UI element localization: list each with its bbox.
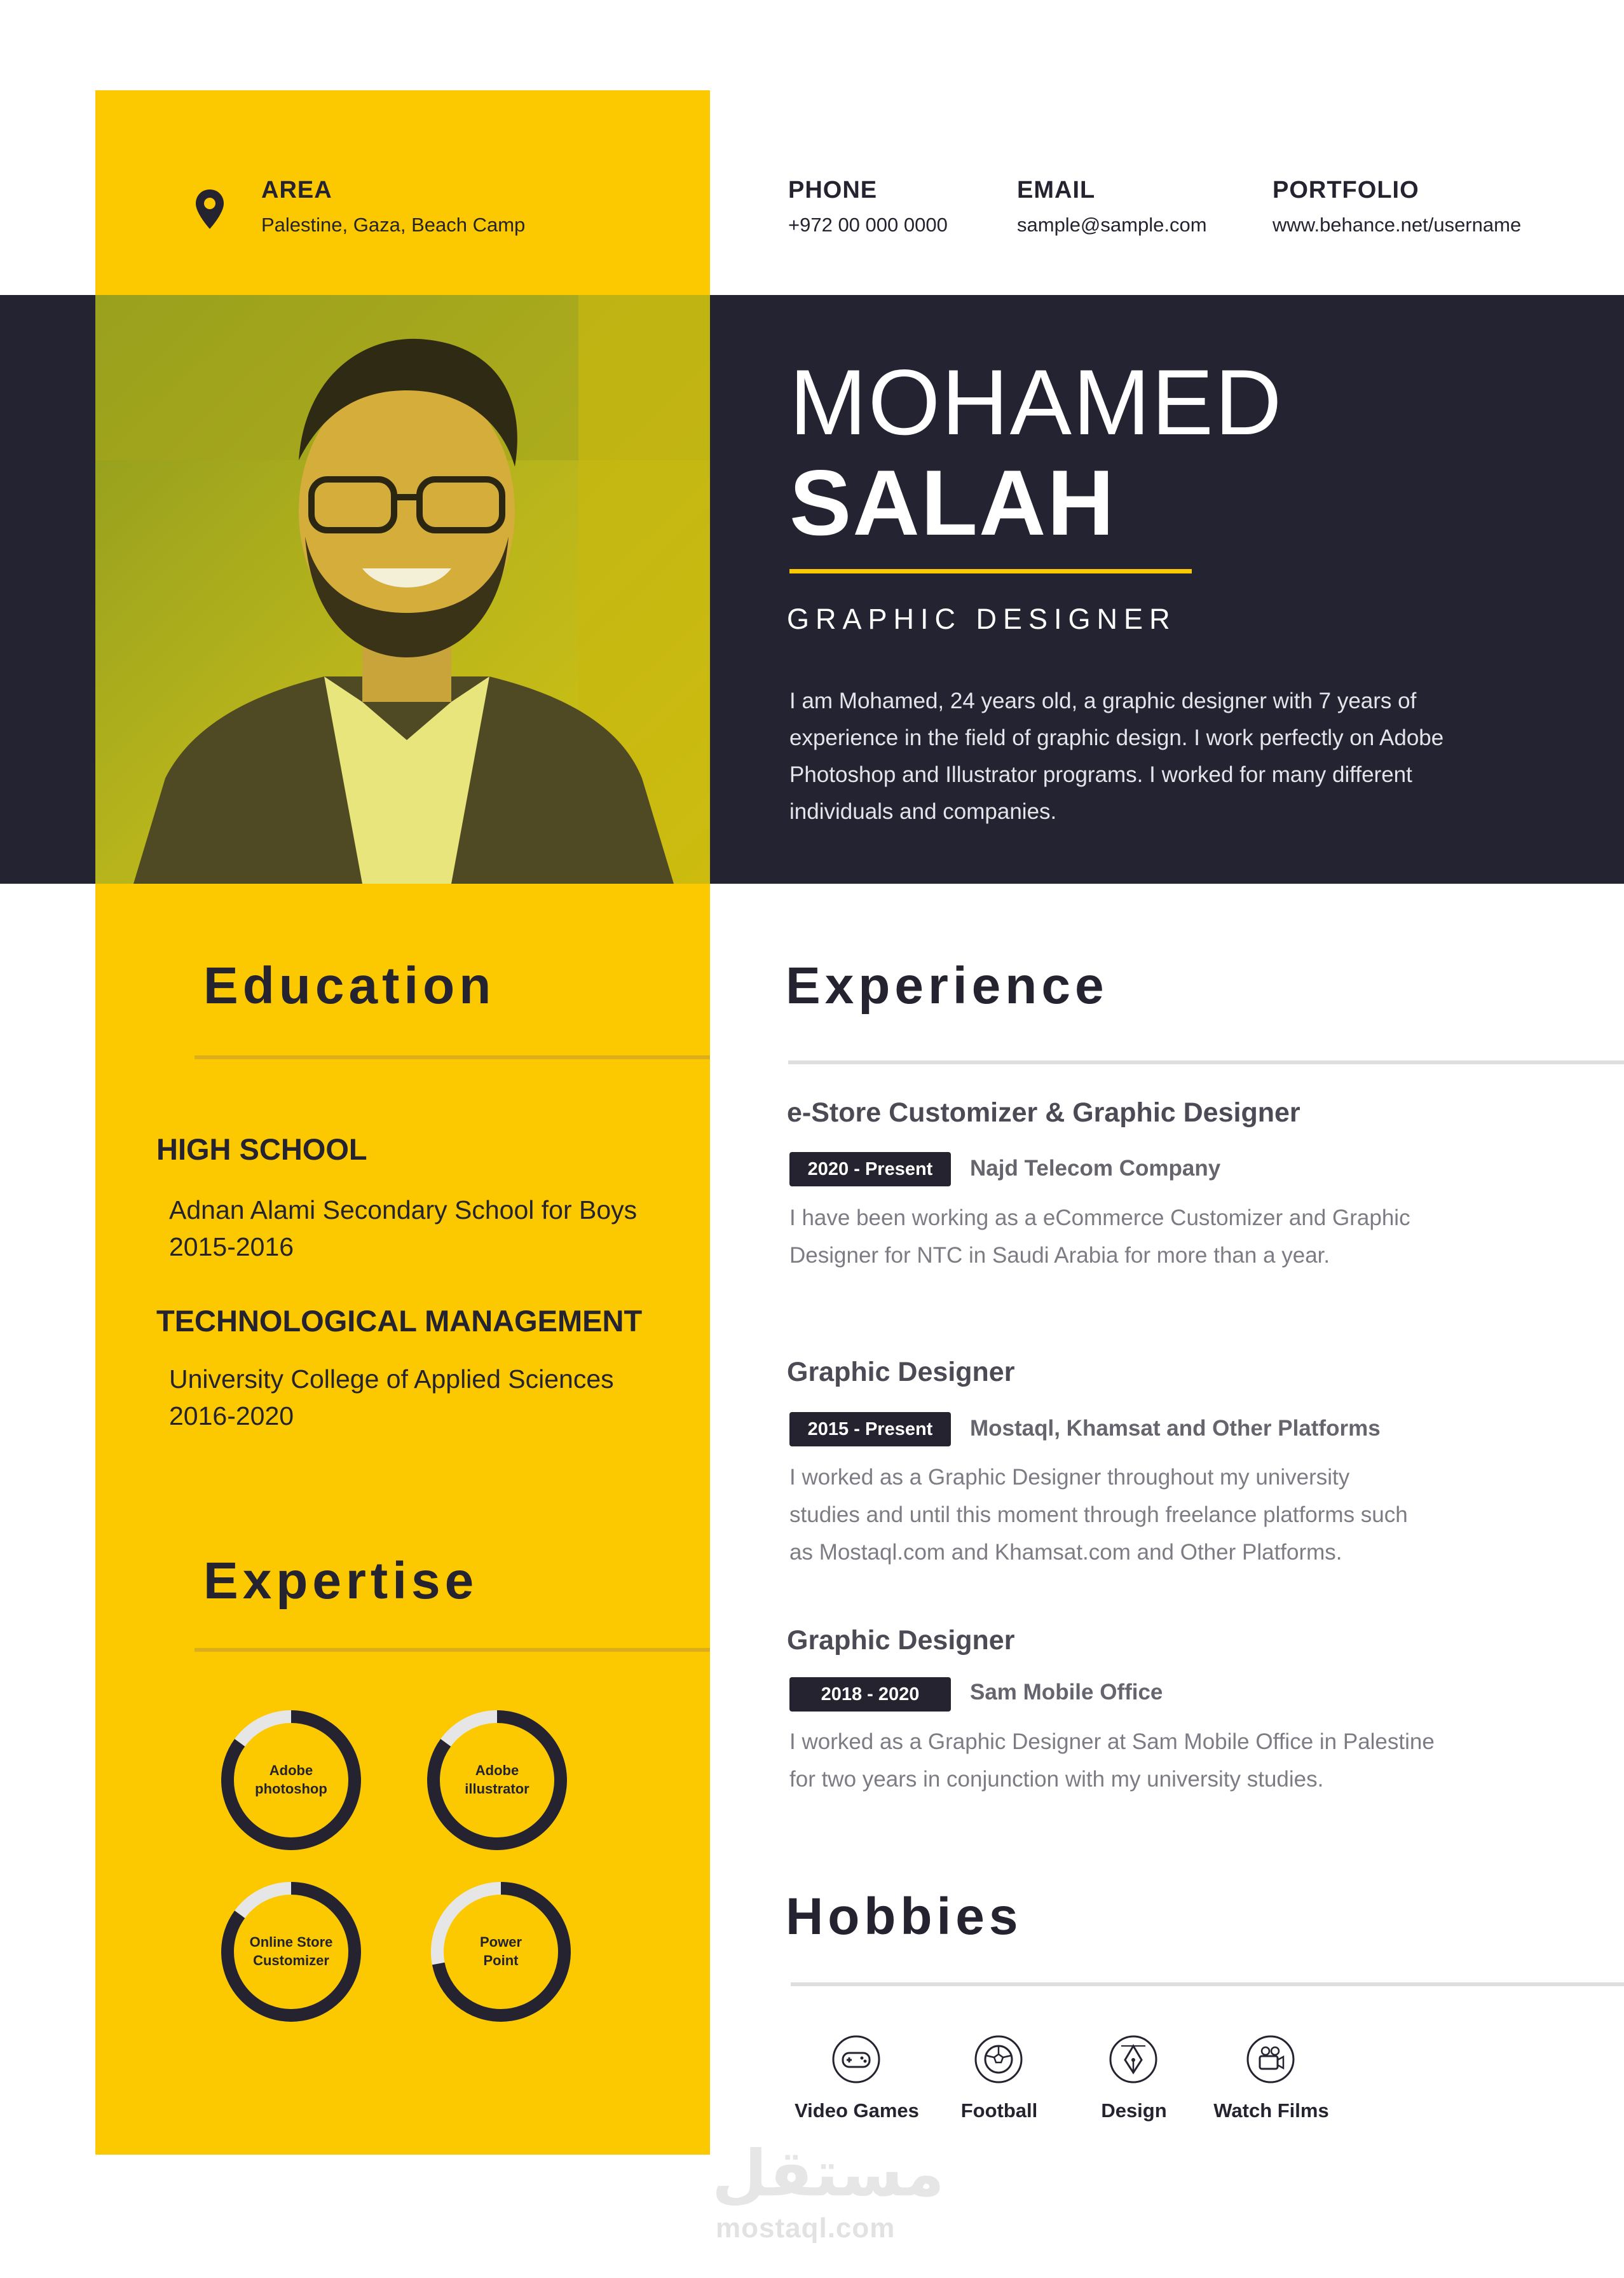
experience-description-line: as Mostaql.com and Khamsat.com and Other Platforms.	[789, 1540, 1342, 1565]
experience-description-line: I have been working as a eCommerce Customizer and Graphic	[789, 1205, 1410, 1230]
experience-period-badge: 2020 - Present	[789, 1152, 951, 1186]
job-title: GRAPHIC DESIGNER	[787, 603, 1177, 635]
about-line: I am Mohamed, 24 years old, a graphic designer with 7 years of	[789, 689, 1417, 713]
experience-item-title: Graphic Designer	[787, 1357, 1015, 1387]
education-item-school: University College of Applied Sciences	[169, 1364, 614, 1394]
portfolio-label: PORTFOLIO	[1273, 177, 1419, 203]
skill-label: Online Store	[249, 1934, 333, 1950]
skill-ring	[428, 1879, 573, 2028]
skill-ring	[219, 1879, 364, 2028]
camera-icon	[1246, 2034, 1295, 2087]
football-icon	[974, 2034, 1023, 2087]
experience-heading: Experience	[786, 957, 1109, 1015]
watermark-latin: mostaql.com	[716, 2213, 896, 2244]
watermark-arabic: مستقل	[712, 2136, 945, 2211]
experience-description-line: for two years in conjunction with my university studies.	[789, 1767, 1324, 1792]
phone-label: PHONE	[788, 177, 878, 203]
skill-label: photoshop	[255, 1781, 327, 1797]
first-name: MOHAMED	[789, 350, 1283, 454]
education-item-years: 2015-2016	[169, 1232, 294, 1261]
hobby-label: Watch Films	[1213, 2099, 1329, 2122]
about-line: experience in the field of graphic design. I work perfectly on Adobe	[789, 725, 1444, 750]
skill-label: Adobe	[269, 1762, 313, 1778]
education-item-title: HIGH SCHOOL	[156, 1132, 367, 1166]
expertise-rule	[194, 1648, 710, 1652]
education-rule	[194, 1055, 710, 1059]
skill-label: illustrator	[465, 1781, 529, 1797]
experience-description-line: I worked as a Graphic Designer at Sam Mobile Office in Palestine	[789, 1729, 1435, 1754]
email-value: sample@sample.com	[1017, 214, 1207, 236]
experience-rule	[788, 1060, 1624, 1064]
pen-nib-icon	[1109, 2034, 1158, 2087]
about-line: individuals and companies.	[789, 799, 1057, 824]
skill-label: Customizer	[253, 1952, 329, 1968]
hobby-label: Design	[1101, 2099, 1167, 2122]
experience-period-badge: 2015 - Present	[789, 1412, 951, 1446]
skill-label: Adobe	[475, 1762, 519, 1778]
experience-description-line: I worked as a Graphic Designer throughout my university	[789, 1465, 1350, 1490]
education-item-years: 2016-2020	[169, 1401, 294, 1431]
phone-value: +972 00 000 0000	[788, 214, 948, 236]
hobby-label: Football	[960, 2099, 1038, 2122]
profile-photo	[95, 295, 710, 884]
experience-company: Sam Mobile Office	[970, 1680, 1163, 1705]
education-item-school: Adnan Alami Secondary School for Boys	[169, 1195, 638, 1225]
experience-period-badge: 2018 - 2020	[789, 1677, 951, 1712]
hobby-label: Video Games	[795, 2099, 919, 2122]
email-label: EMAIL	[1017, 177, 1096, 203]
experience-company: Najd Telecom Company	[970, 1156, 1221, 1181]
expertise-heading: Expertise	[203, 1552, 479, 1610]
gamepad-icon	[831, 2034, 881, 2087]
last-name: SALAH	[789, 451, 1116, 554]
experience-description-line: studies and until this moment through freelance platforms such	[789, 1502, 1408, 1527]
experience-item-title: Graphic Designer	[787, 1625, 1015, 1656]
area-label: AREA	[261, 177, 332, 203]
area-value: Palestine, Gaza, Beach Camp	[261, 214, 526, 236]
about-text	[789, 683, 1501, 830]
education-heading: Education	[203, 957, 496, 1015]
experience-description	[789, 1458, 1489, 1571]
hobbies-rule	[791, 1982, 1624, 1986]
experience-description-line: Designer for NTC in Saudi Arabia for more than a year.	[789, 1243, 1330, 1268]
experience-item-title: e-Store Customizer & Graphic Designer	[787, 1097, 1300, 1128]
hobbies-heading: Hobbies	[786, 1888, 1023, 1945]
experience-description	[789, 1199, 1489, 1274]
name-underline	[789, 569, 1192, 573]
experience-company: Mostaql, Khamsat and Other Platforms	[970, 1416, 1381, 1441]
portfolio-value: www.behance.net/username	[1273, 214, 1522, 236]
skill-ring	[425, 1708, 570, 1856]
experience-description	[789, 1723, 1489, 1798]
skill-ring	[219, 1708, 364, 1856]
education-item-title: TECHNOLOGICAL MANAGEMENT	[156, 1304, 643, 1338]
skill-label: Point	[483, 1952, 519, 1968]
about-line: Photoshop and Illustrator programs. I worked for many different	[789, 762, 1412, 787]
location-pin-icon	[194, 188, 225, 233]
skill-label: Power	[479, 1934, 522, 1950]
